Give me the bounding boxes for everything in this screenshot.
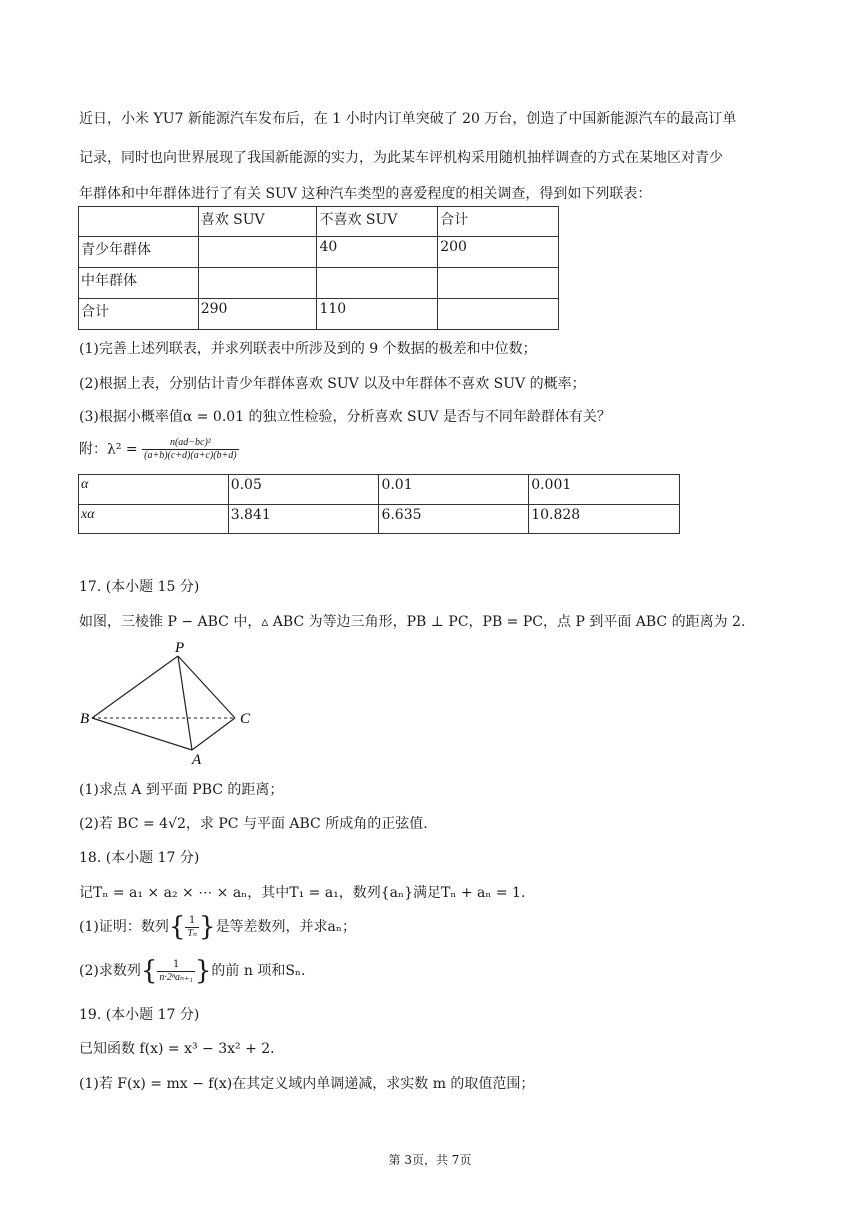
table-cell: 40 <box>317 237 438 268</box>
fraction-numerator: 1 <box>185 915 199 928</box>
sequence-fraction <box>157 959 194 984</box>
q18-p2-suffix: 的前 n 项和Sₙ. <box>211 963 306 979</box>
contingency-table <box>78 206 559 330</box>
right-brace: } <box>199 912 216 942</box>
q18-part-2 <box>79 956 305 986</box>
table-cell: 6.635 <box>379 505 529 534</box>
edge-ba <box>92 718 192 750</box>
label-a: A <box>192 752 202 768</box>
q19-heading: 19. (本小题 17 分) <box>79 1007 200 1023</box>
q17-part-2: (2)若 BC = 4√2，求 PC 与平面 ABC 所成角的正弦值. <box>79 816 428 832</box>
table-cell: 10.828 <box>529 505 680 534</box>
q18-p1-suffix: 是等差数列，并求aₙ； <box>215 919 356 935</box>
table-cell: 110 <box>317 299 438 330</box>
q17-heading: 17. (本小题 15 分) <box>79 579 200 595</box>
label-p: P <box>175 640 185 656</box>
q17-part-1: (1)求点 A 到平面 PBC 的距离； <box>79 782 284 798</box>
table-row <box>79 505 680 534</box>
table-cell: 0.01 <box>379 475 529 505</box>
page-footer: 第 3页，共 7页 <box>388 1153 472 1167</box>
critical-value-table <box>78 474 680 534</box>
pyramid-figure <box>78 640 258 770</box>
table-cell: 0.05 <box>228 475 379 505</box>
table-cell: xα <box>79 505 229 534</box>
table-row <box>79 475 680 505</box>
table-cell: 青少年群体 <box>79 237 199 268</box>
q18-part-1 <box>79 912 356 942</box>
edge-pc <box>178 656 235 718</box>
left-brace: { <box>168 912 186 942</box>
label-b: B <box>80 711 90 727</box>
table-row <box>79 268 559 299</box>
table-cell <box>79 207 199 237</box>
fraction-numerator: 1 <box>157 959 194 972</box>
table-cell: α <box>79 475 229 505</box>
intro-line-3: 年群体和中年群体进行了有关 SUV 这种汽车类型的喜爱程度的相关调查，得到如下列联表： <box>79 186 652 202</box>
q18-heading: 18. (本小题 17 分) <box>79 850 200 866</box>
q16-part-1: (1)完善上述列联表，并求列联表中所涉及到的 9 个数据的极差和中位数； <box>79 341 537 357</box>
q19-stem: 已知函数 f(x) = x³ − 3x² + 2. <box>79 1041 275 1057</box>
table-cell: 合计 <box>79 299 199 330</box>
q18-stem: 记Tₙ = a₁ × a₂ × ⋯ × aₙ，其中T₁ = a₁，数列{aₙ}满足Tₙ + aₙ = 1. <box>79 885 526 901</box>
q17-stem: 如图，三棱锥 P − ABC 中，▵ ABC 为等边三角形，PB ⊥ PC，PB = PC，点 P 到平面 ABC 的距离为 2. <box>79 614 746 630</box>
table-cell <box>438 268 559 299</box>
edge-pb <box>92 656 178 718</box>
q18-p2-prefix: (2)求数列 <box>79 963 141 979</box>
table-cell: 不喜欢 SUV <box>317 207 438 237</box>
table-row <box>79 299 559 330</box>
table-cell <box>198 268 317 299</box>
table-cell: 290 <box>198 299 317 330</box>
left-brace: { <box>140 956 158 986</box>
fraction-numerator: n(ad−bc)² <box>142 437 239 450</box>
table-cell: 0.001 <box>529 475 680 505</box>
table-cell <box>317 268 438 299</box>
appendix-label: 附：λ² = <box>79 441 138 458</box>
table-cell <box>198 237 317 268</box>
table-cell: 3.841 <box>228 505 379 534</box>
table-row <box>79 237 559 268</box>
table-cell: 中年群体 <box>79 268 199 299</box>
table-cell <box>438 299 559 330</box>
q19-part-1: (1)若 F(x) = mx − f(x)在其定义域内单调递减，求实数 m 的取值范围； <box>79 1076 535 1092</box>
chi-square-fraction <box>142 437 239 462</box>
fraction-denominator: (a+b)(c+d)(a+c)(b+d) <box>144 450 237 461</box>
intro-line-2: 记录，同时也向世界展现了我国新能源的实力，为此某车评机构采用随机抽样调查的方式在某地区对青少 <box>79 150 723 166</box>
table-cell: 合计 <box>438 207 559 237</box>
q18-p1-prefix: (1)证明：数列 <box>79 919 169 935</box>
reciprocal-fraction <box>185 915 199 940</box>
appendix-formula <box>79 437 239 462</box>
table-row <box>79 207 559 237</box>
edge-pa <box>178 656 192 750</box>
label-c: C <box>240 711 251 727</box>
right-brace: } <box>194 956 212 986</box>
intro-line-1: 近日，小米 YU7 新能源汽车发布后，在 1 小时内订单突破了 20 万台，创造了中国新能源汽车的最高订单 <box>79 111 737 127</box>
table-cell: 喜欢 SUV <box>198 207 317 237</box>
fraction-denominator: Tₙ <box>187 927 198 939</box>
edge-ca <box>192 718 235 750</box>
fraction-denominator: n·2ⁿaₙ₊₁ <box>159 971 193 983</box>
table-cell: 200 <box>438 237 559 268</box>
q16-part-2: (2)根据上表，分别估计青少年群体喜欢 SUV 以及中年群体不喜欢 SUV 的概率； <box>79 376 586 392</box>
q16-part-3: (3)根据小概率值α = 0.01 的独立性检验，分析喜欢 SUV 是否与不同年龄群体有关？ <box>79 409 611 425</box>
